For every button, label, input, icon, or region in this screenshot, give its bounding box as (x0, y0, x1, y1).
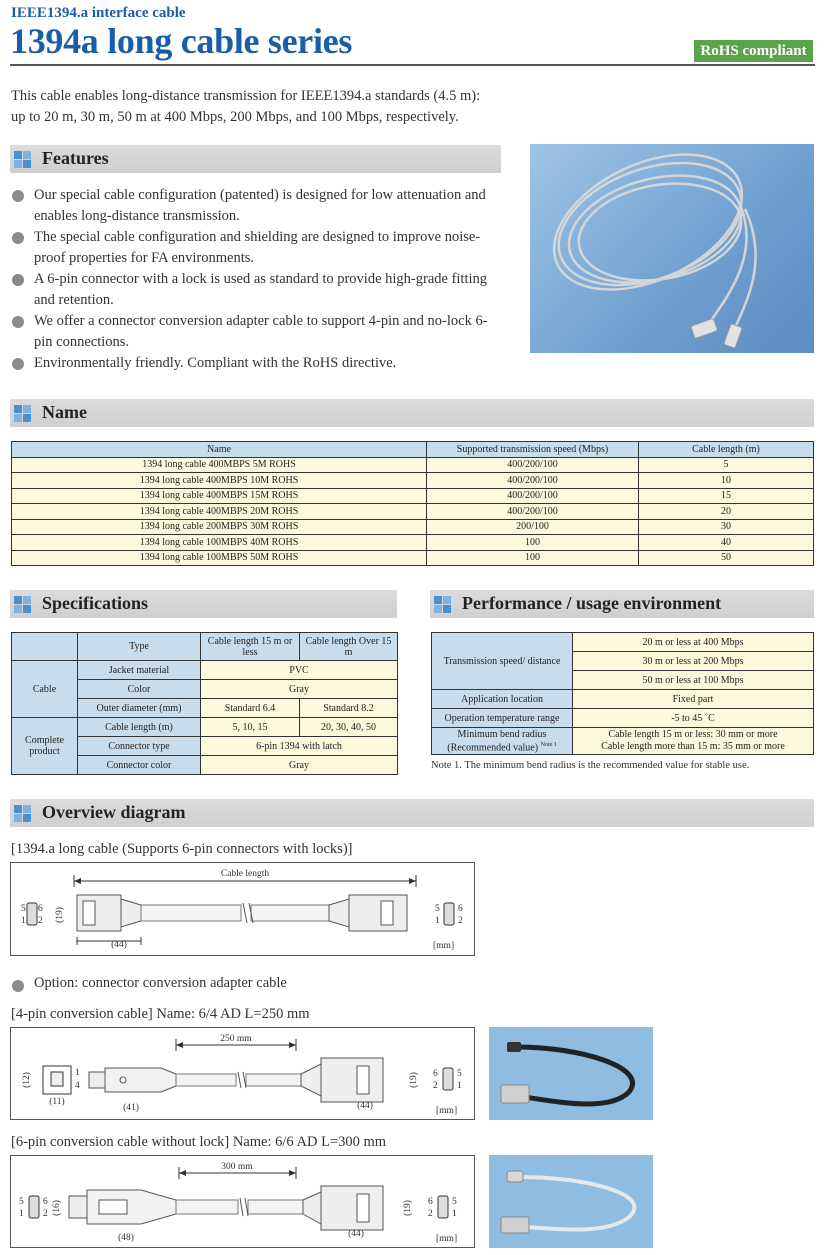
table-cell: Complete product (12, 718, 78, 775)
table-cell: Jacket material (78, 661, 201, 680)
column-header: Cable length (m) (639, 442, 814, 458)
pin-label: 6 (43, 1197, 48, 1207)
length-250-label: 250 mm (220, 1034, 252, 1044)
rohs-badge: RoHS compliant (694, 40, 813, 62)
pin-label: 1 (19, 1209, 24, 1219)
length-300-label: 300 mm (221, 1162, 253, 1172)
feature-item: A 6-pin connector with a lock is used as standard to provide high-grade fitting and retention. (11, 269, 501, 311)
dim-44-label: (44) (111, 940, 127, 950)
section-title: Name (42, 402, 87, 422)
dim-19-label: (19) (55, 907, 65, 923)
pin-label: 5 (457, 1069, 462, 1079)
footnote: Note 1. The minimum bend radius is the recommended value for stable use. (431, 760, 750, 771)
pin-label: 4 (75, 1081, 80, 1091)
specifications-table (11, 632, 398, 775)
table-cell: 1394 long cable 200MBPS 30M ROHS (12, 519, 427, 535)
section-square-icon (14, 596, 31, 613)
table-row (12, 661, 398, 680)
section-name (10, 399, 814, 427)
pin-label: 1 (452, 1209, 457, 1219)
pin-label: 2 (43, 1209, 48, 1219)
adapter-6pin-diagram (10, 1155, 475, 1248)
table-cell: 15 (639, 488, 814, 504)
feature-item: The special cable configuration and shielding are designed to improve noise-proof properties for FA environments. (11, 227, 501, 269)
pin-label: 1 (21, 916, 26, 926)
main-cable-diagram (10, 862, 475, 956)
table-cell: 1394 long cable 400MBPS 20M ROHS (12, 504, 427, 520)
table-row (432, 728, 814, 755)
table-cell: Operation temperature range (432, 709, 573, 728)
cable-photo (530, 144, 814, 353)
bend-radius-label: Minimum bend radius (Recommended value) (447, 729, 547, 754)
diagram-caption-4pin: [4-pin conversion cable] Name: 6/4 AD L=250 mm (11, 1006, 310, 1022)
table-header-row (12, 633, 398, 661)
pin-label: 5 (452, 1197, 457, 1207)
dim-19-label: (19) (409, 1072, 419, 1088)
section-square-icon (14, 405, 31, 422)
table-row (12, 519, 814, 535)
bend-radius-value: Cable length more than 15 m: 35 mm or more (601, 741, 785, 753)
table-cell: Type (78, 633, 201, 661)
table-cell: 400/200/100 (427, 504, 639, 520)
pin-label: 6 (433, 1069, 438, 1079)
pin-label: 2 (38, 916, 43, 926)
table-cell: Transmission speed/ distance (432, 633, 573, 690)
dim-16-label: (16) (52, 1200, 62, 1216)
table-row (12, 535, 814, 551)
pin-label: 6 (428, 1197, 433, 1207)
dim-11-label: (11) (49, 1097, 65, 1107)
cable-length-label: Cable length (220, 869, 270, 879)
table-cell: Cable length (m) (78, 718, 201, 737)
pin-label: 6 (38, 904, 43, 914)
table-cell: 10 (639, 473, 814, 489)
table-cell: 200/100 (427, 519, 639, 535)
table-cell: 100 (427, 535, 639, 551)
diagram-caption-main: [1394.a long cable (Supports 6-pin connectors with locks)] (11, 841, 353, 857)
pin-label: 6 (458, 904, 463, 914)
units-label: [mm] (436, 1234, 458, 1244)
table-row (432, 690, 814, 709)
bend-radius-value: Cable length 15 m or less: 30 mm or more (608, 729, 778, 741)
dim-19-label: (19) (403, 1200, 413, 1216)
adapter-4pin-diagram (10, 1027, 475, 1120)
diagram-caption-6pin: [6-pin conversion cable without lock] Name: 6/6 AD L=300 mm (11, 1134, 387, 1150)
feature-item: We offer a connector conversion adapter cable to support 4-pin and no-lock 6-pin connections. (11, 311, 501, 353)
pin-label: 2 (428, 1209, 433, 1219)
section-performance (430, 590, 814, 618)
table-cell: 20 m or less at 400 Mbps (573, 633, 814, 652)
adapter-4pin-photo (489, 1027, 653, 1120)
table-cell: 1394 long cable 100MBPS 40M ROHS (12, 535, 427, 551)
table-cell: 40 (639, 535, 814, 551)
table-cell: Connector type (78, 737, 201, 756)
pin-label: 2 (433, 1081, 438, 1091)
column-header: Supported transmission speed (Mbps) (427, 442, 639, 458)
table-cell: Standard 6.4 (201, 699, 300, 718)
table-row (12, 550, 814, 566)
table-cell: Connector color (78, 756, 201, 775)
adapter-6pin-photo (489, 1155, 653, 1248)
page-title: 1394a long cable series (10, 21, 353, 61)
section-overview (10, 799, 814, 827)
table-cell: Fixed part (573, 690, 814, 709)
table-row (12, 718, 398, 737)
table-cell: Cable length 15 m or less (201, 633, 300, 661)
intro-line-1: This cable enables long-distance transmission for IEEE1394.a standards (4.5 m): (11, 88, 481, 104)
table-cell: Application location (432, 690, 573, 709)
table-cell: 1394 long cable 400MBPS 5M ROHS (12, 457, 427, 473)
table-cell: 5, 10, 15 (201, 718, 300, 737)
section-title: Specifications (42, 593, 148, 613)
table-cell: Cable (12, 661, 78, 718)
section-title: Features (42, 148, 109, 168)
section-title: Performance / usage environment (462, 593, 722, 613)
features-list (11, 185, 501, 374)
table-cell (12, 633, 78, 661)
dim-48-label: (48) (118, 1233, 134, 1243)
table-cell: Outer diameter (mm) (78, 699, 201, 718)
feature-item: Our special cable configuration (patented) is designed for low attenuation and enables long-distance transmission. (11, 185, 501, 227)
pin-label: 1 (75, 1068, 80, 1078)
table-row (432, 633, 814, 652)
table-row (12, 504, 814, 520)
intro-line-2: up to 20 m, 30 m, 50 m at 400 Mbps, 200 Mbps, and 100 Mbps, respectively. (11, 109, 459, 125)
dim-44-label: (44) (357, 1101, 373, 1111)
table-row (12, 457, 814, 473)
dim-41-label: (41) (123, 1103, 139, 1113)
units-label: [mm] (436, 1106, 458, 1116)
table-cell: 400/200/100 (427, 488, 639, 504)
table-row (12, 473, 814, 489)
table-cell: 20, 30, 40, 50 (300, 718, 398, 737)
table-cell: 400/200/100 (427, 457, 639, 473)
performance-table (431, 632, 814, 755)
dim-12-label: (12) (22, 1072, 32, 1088)
pin-label: 5 (21, 904, 26, 914)
table-cell: -5 to 45 ˚C (573, 709, 814, 728)
table-row (12, 488, 814, 504)
table-cell: 100 (427, 550, 639, 566)
section-features (10, 145, 501, 173)
table-row (432, 709, 814, 728)
table-cell: Color (78, 680, 201, 699)
table-cell: Cable length Over 15 m (300, 633, 398, 661)
table-header-row (12, 442, 814, 458)
pin-label: 5 (435, 904, 440, 914)
dim-44-label: (44) (348, 1229, 364, 1239)
table-cell: Gray (201, 680, 398, 699)
header-rule (10, 64, 815, 66)
table-cell (432, 728, 573, 755)
table-cell: Gray (201, 756, 398, 775)
series-kicker: IEEE1394.a interface cable (11, 5, 186, 21)
table-cell: 1394 long cable 400MBPS 15M ROHS (12, 488, 427, 504)
table-cell: PVC (201, 661, 398, 680)
section-title: Overview diagram (42, 802, 186, 822)
pin-label: 2 (458, 916, 463, 926)
name-table (11, 441, 814, 566)
feature-item: Environmentally friendly. Compliant with the RoHS directive. (11, 353, 501, 374)
units-label: [mm] (433, 941, 455, 951)
pin-label: 1 (435, 916, 440, 926)
footnote-marker: Note 1 (540, 742, 557, 748)
table-cell (573, 728, 814, 755)
table-cell: 20 (639, 504, 814, 520)
table-cell: 30 m or less at 200 Mbps (573, 652, 814, 671)
option-bullet: Option: connector conversion adapter cable (11, 975, 287, 992)
table-cell: 50 m or less at 100 Mbps (573, 671, 814, 690)
table-cell: 5 (639, 457, 814, 473)
intro-text (11, 86, 531, 128)
table-cell: 6-pin 1394 with latch (201, 737, 398, 756)
pin-label: 5 (19, 1197, 24, 1207)
section-square-icon (14, 805, 31, 822)
section-specifications (10, 590, 397, 618)
table-cell: 400/200/100 (427, 473, 639, 489)
column-header: Name (12, 442, 427, 458)
pin-label: 1 (457, 1081, 462, 1091)
table-cell: 50 (639, 550, 814, 566)
section-square-icon (434, 596, 451, 613)
table-cell: 1394 long cable 100MBPS 50M ROHS (12, 550, 427, 566)
table-cell: 30 (639, 519, 814, 535)
section-square-icon (14, 151, 31, 168)
table-cell: Standard 8.2 (300, 699, 398, 718)
table-cell: 1394 long cable 400MBPS 10M ROHS (12, 473, 427, 489)
